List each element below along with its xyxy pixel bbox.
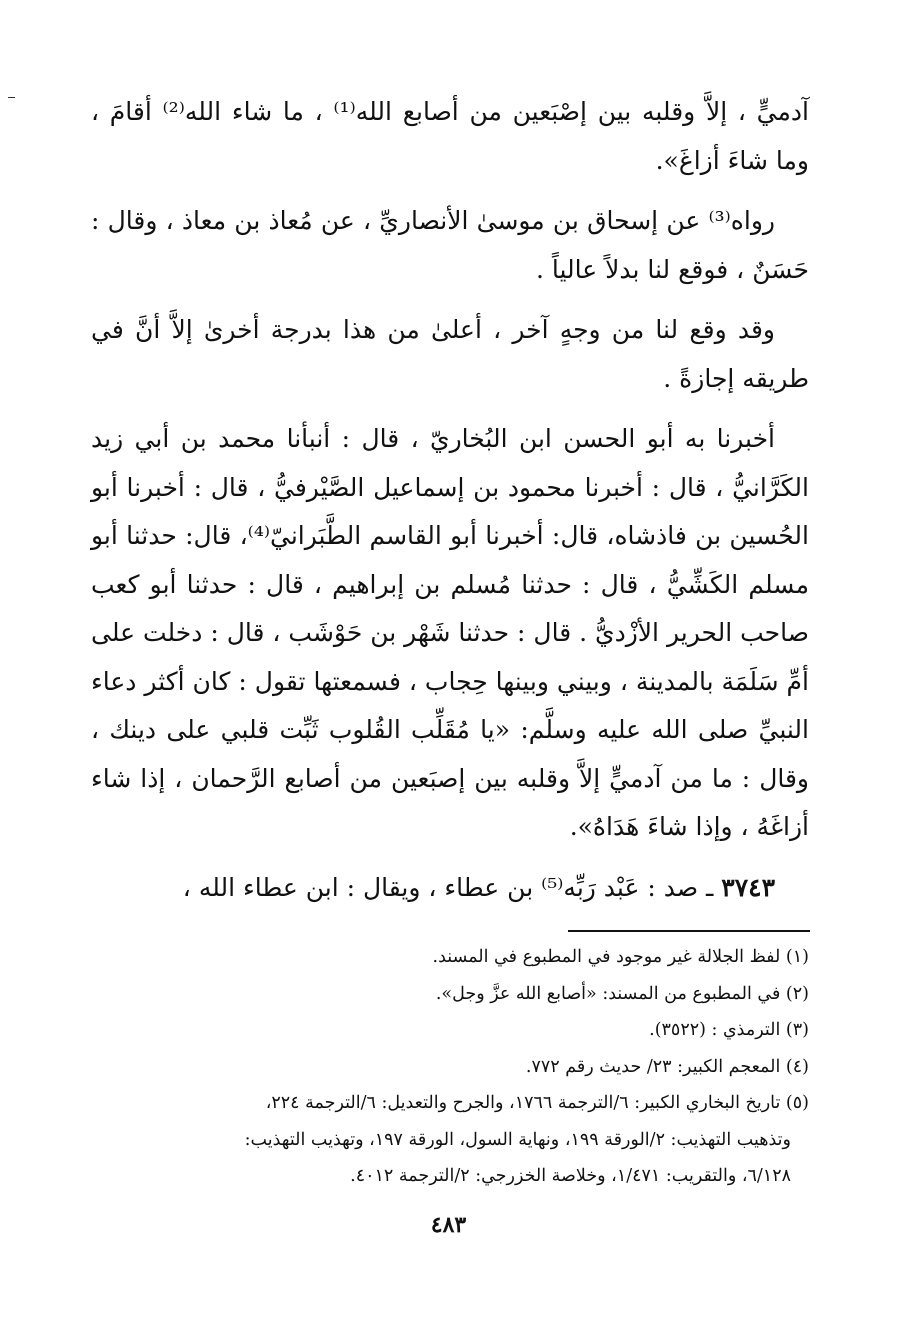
main-text [91,88,809,924]
paragraph-tirmidhi: رواه⁽³⁾ عن إسحاق بن موسىٰ الأنصاريِّ ، عن مُعاذ بن معاذ ، وقال : حَسَنٌ ، فوقع لنا بدلاً عالياً . [91,206,809,284]
footnote-separator [568,930,810,932]
footnote-5-line-2: وتذهيب التهذيب: ٢/الورقة ١٩٩، ونهاية السول، الورقة ١٩٧، وتهذيب التهذيب: [244,1129,791,1150]
paragraph-isnad: أخبرنا به أبو الحسن ابن البُخاريّ ، قال : أنبأنا محمد بن أبي زيد الكَرَّانيُّ ، قال : أخبرنا محمود بن إسماعيل الصَّيْرفيُّ ، قال : أخبرنا أبو الحُسين بن فاذشاه، قال: أخبرنا أبو القاسم الطَّبَرانيّ⁽⁴⁾، قال: حدثنا أبو مسلم الكَشِّيُّ ، قال : حدثنا مُسلم بن إبراهيم ، قال : حدثنا أبو كعب صاحب الحرير الأزْديُّ . قال : حدثنا شَهْر بن حَوْشَب ، قال : دخلت على أمِّ سَلَمَة بالمدينة ، وبيني وبينها حِجاب ، فسمعتها تقول : كان أكثر دعاء النبيِّ صلى الله عليه وسلَّم: «يا مُقَلِّب القُلوب ثَبِّت قلبي على دينك ، وقال : ما من آدميٍّ إلاَّ وقلبه بين إصبَعين من أصابع الرَّحمان ، إذا شاء أزاغَهُ ، وإذا شاءَ هَدَاهُ». [91,424,809,841]
paragraph-continuation: آدميٍّ ، إلاَّ وقلبه بين إصْبَعين من أصابع الله⁽¹⁾ ، ما شاء الله⁽²⁾ أقامَ ، وما شاءَ أزاغَ». [91,97,809,175]
biography-entry [91,864,809,913]
margin-mark [8,97,15,98]
paragraph-higher-chain: وقد وقع لنا من وجهٍ آخر ، أعلىٰ من هذا بدرجة أخرىٰ إلاَّ أنَّ في طريقه إجازةً . [91,315,809,393]
footnote-2: (٢) في المطبوع من المسند: «أصابع الله عزَّ وجل». [435,983,809,1004]
page-number: ٤٨٣ [430,1212,467,1238]
footnote-1: (١) لفظ الجلالة غير موجود في المطبوع في المسند. [432,947,809,967]
footnote-3: (٣) الترمذي : (٣٥٢٢). [649,1020,809,1040]
footnotes [84,939,809,1195]
entry-number: ٣٧٤٣ [721,872,775,902]
entry-heading: ـ صد : عَبْد رَبِّه⁽⁵⁾ بن عطاء ، ويقال : ابن عطاء الله ، [182,872,714,902]
footnote-5-line-3: ٦/١٢٨، والتقريب: ١/٤٧١، وخلاصة الخزرجي: ٢/الترجمة ٤٠١٢. [350,1166,791,1186]
footnote-5: (٥) تاريخ البخاري الكبير: ٦/الترجمة ١٧٦٦، والجرح والتعديل: ٦/الترجمة ٢٢٤، [265,1093,809,1113]
footnote-4: (٤) المعجم الكبير: ٢٣/ حديث رقم ٧٧٢. [525,1056,809,1077]
